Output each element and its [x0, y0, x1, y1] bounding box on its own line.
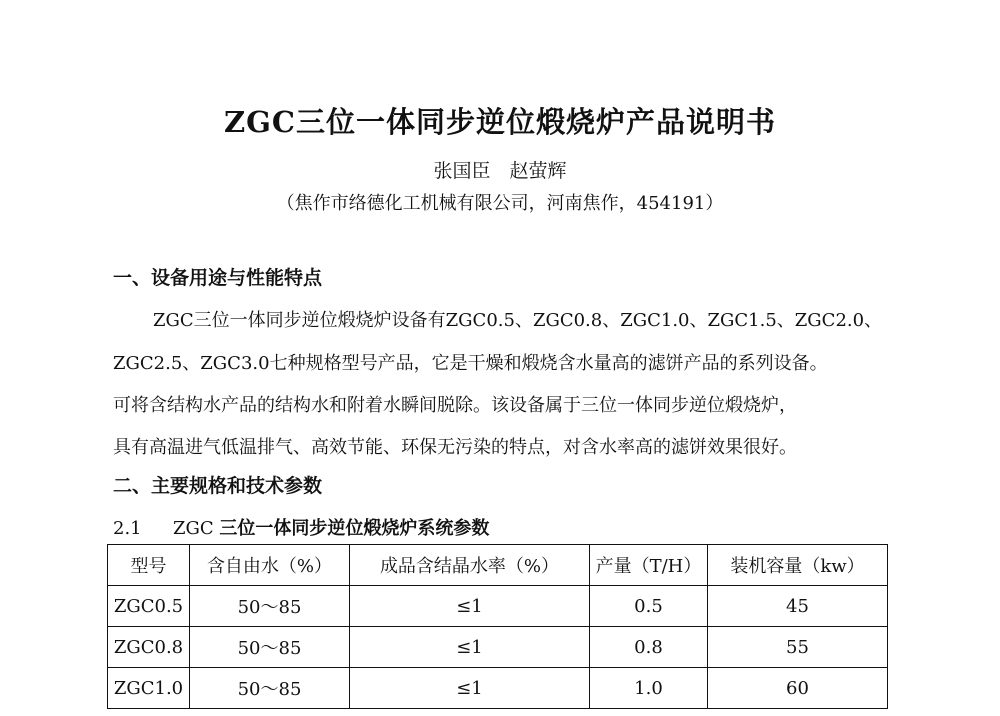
header-free-water: 含自由水（%） — [190, 545, 350, 586]
subsection-title: 三位一体同步逆位煅烧炉系统参数 — [219, 518, 490, 539]
authors: 张国臣 赵萤辉 — [433, 160, 567, 182]
table-row — [108, 586, 888, 627]
parameter-table — [107, 544, 888, 709]
paragraph-line-1: ZGC三位一体同步逆位煅烧炉设备有ZGC0.5、ZGC0.8、ZGC1.0、ZGC1.5、ZGC2.0、 — [153, 310, 883, 331]
cell-crystal-water: ≤1 — [350, 668, 590, 709]
header-model: 型号 — [108, 545, 190, 586]
cell-output: 0.8 — [590, 627, 708, 668]
cell-output: 1.0 — [590, 668, 708, 709]
table-row — [108, 627, 888, 668]
paragraph-line-2: ZGC2.5、ZGC3.0七种规格型号产品，它是干燥和煅烧含水量高的滤饼产品的系列设备。 — [113, 353, 828, 374]
cell-free-water: 50～85 — [190, 668, 350, 709]
cell-model: ZGC1.0 — [108, 668, 190, 709]
table-row — [108, 668, 888, 709]
table-header-row — [108, 545, 888, 586]
section-2-heading: 二、主要规格和技术参数 — [113, 475, 323, 497]
cell-capacity: 55 — [708, 627, 888, 668]
subsection-heading — [113, 514, 489, 540]
subsection-prefix: ZGC — [173, 518, 214, 539]
cell-model: ZGC0.5 — [108, 586, 190, 627]
paragraph-line-3: 可将含结构水产品的结构水和附着水瞬间脱除。该设备属于三位一体同步逆位煅烧炉， — [113, 395, 797, 416]
header-capacity: 装机容量（kw） — [708, 545, 888, 586]
header-output: 产量（T/H） — [590, 545, 708, 586]
cell-free-water: 50～85 — [190, 627, 350, 668]
cell-capacity: 45 — [708, 586, 888, 627]
cell-capacity: 60 — [708, 668, 888, 709]
cell-crystal-water: ≤1 — [350, 586, 590, 627]
document-title: ZGC三位一体同步逆位煅烧炉产品说明书 — [223, 105, 777, 139]
cell-free-water: 50～85 — [190, 586, 350, 627]
subsection-number: 2.1 — [113, 518, 142, 539]
header-crystal-water: 成品含结晶水率（%） — [350, 545, 590, 586]
cell-model: ZGC0.8 — [108, 627, 190, 668]
section-1-heading: 一、设备用途与性能特点 — [113, 267, 323, 289]
paragraph-line-4: 具有高温进气低温排气、高效节能、环保无污染的特点，对含水率高的滤饼效果很好。 — [113, 437, 797, 458]
cell-crystal-water: ≤1 — [350, 627, 590, 668]
affiliation: （焦作市络德化工机械有限公司，河南焦作，454191） — [276, 193, 724, 214]
cell-output: 0.5 — [590, 586, 708, 627]
